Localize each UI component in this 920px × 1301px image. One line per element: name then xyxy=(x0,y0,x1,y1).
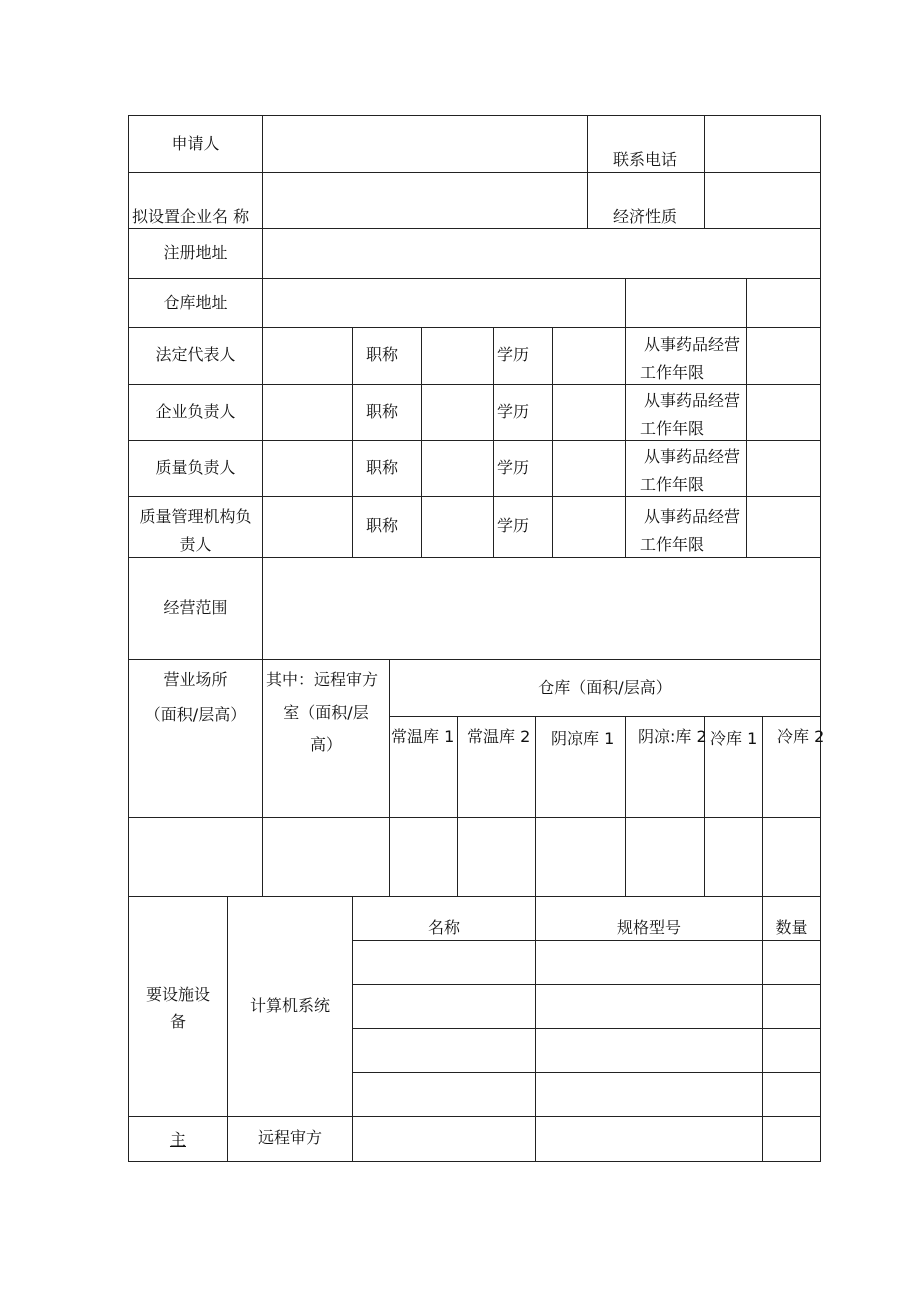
row-line xyxy=(389,716,821,717)
col-line xyxy=(625,327,626,557)
company-name-label: 拟设置企业名 称 xyxy=(132,207,250,226)
premises-label: 营业场所 xyxy=(163,670,228,689)
equipment-label: 要设施设 xyxy=(145,985,210,1004)
table-border-top xyxy=(128,115,821,116)
col-line xyxy=(762,716,763,896)
table-border-right xyxy=(820,115,821,1162)
col-line xyxy=(352,327,353,557)
col-line xyxy=(421,327,422,557)
remote-room-label: 其中：远程审方 xyxy=(266,670,379,689)
quality-dept-head-label: 质量管理机构负 xyxy=(139,507,252,526)
row-line xyxy=(128,440,821,441)
spec-header: 规格型号 xyxy=(616,918,681,937)
col-line xyxy=(227,896,228,1161)
col-line xyxy=(704,115,705,228)
remote-review-label: 远程审方 xyxy=(257,1128,322,1147)
row-line xyxy=(128,172,821,173)
table-border-bottom xyxy=(128,1161,821,1162)
remote-room-label: 高） xyxy=(309,735,342,754)
education-label: 学历 xyxy=(497,402,530,421)
computer-system-label: 计算机系统 xyxy=(249,996,330,1015)
col-line xyxy=(552,327,553,557)
warehouse-col-header: 常温库 1 xyxy=(391,727,455,746)
row-line xyxy=(128,228,821,229)
experience-label: 从事药品经营 xyxy=(644,507,741,526)
warehouse-col-header: 冷库 1 xyxy=(710,729,758,748)
education-label: 学历 xyxy=(497,458,530,477)
col-line xyxy=(262,228,263,278)
warehouse-col-header: 冷库 2 xyxy=(777,727,825,746)
col-line xyxy=(262,115,263,228)
row-line xyxy=(352,1072,821,1073)
title-label: 职称 xyxy=(366,402,399,421)
quality-head-label: 质量负责人 xyxy=(155,458,236,477)
col-line xyxy=(746,327,747,557)
col-line xyxy=(587,115,588,228)
row-line xyxy=(128,496,821,497)
row-line xyxy=(128,659,821,660)
warehouse-address-label: 仓库地址 xyxy=(163,293,228,312)
row-line xyxy=(352,940,821,941)
row-line xyxy=(128,384,821,385)
experience-label: 从事药品经营 xyxy=(644,335,741,354)
col-line xyxy=(746,278,747,327)
experience-label: 工作年限 xyxy=(640,475,705,494)
row-line xyxy=(352,984,821,985)
equipment-label: 备 xyxy=(169,1012,186,1031)
experience-label: 工作年限 xyxy=(640,363,705,382)
phone-label: 联系电话 xyxy=(613,150,678,169)
title-label: 职称 xyxy=(366,458,399,477)
title-label: 职称 xyxy=(366,345,399,364)
quality-dept-head-label: 责人 xyxy=(179,535,212,554)
col-line xyxy=(493,327,494,557)
col-line xyxy=(262,557,263,659)
col-line xyxy=(535,716,536,896)
premises-label: （面积/层高） xyxy=(144,705,247,724)
business-scope-label: 经营范围 xyxy=(163,598,228,617)
title-label: 职称 xyxy=(366,516,399,535)
row-line xyxy=(128,817,821,818)
col-line xyxy=(262,327,263,557)
col-line xyxy=(262,278,263,327)
col-line xyxy=(457,716,458,896)
warehouse-col-header: 常温库 2 xyxy=(467,727,531,746)
registered-address-label: 注册地址 xyxy=(163,243,228,262)
col-line xyxy=(625,278,626,327)
row-line xyxy=(128,557,821,558)
applicant-label: 申请人 xyxy=(171,134,220,153)
economic-nature-label: 经济性质 xyxy=(613,207,678,226)
education-label: 学历 xyxy=(497,516,530,535)
enterprise-head-label: 企业负责人 xyxy=(155,402,236,421)
col-line xyxy=(625,716,626,896)
main-label: 主 xyxy=(169,1130,186,1149)
experience-label: 从事药品经营 xyxy=(644,391,741,410)
row-line xyxy=(352,1028,821,1029)
col-line xyxy=(262,659,263,896)
experience-label: 工作年限 xyxy=(640,419,705,438)
remote-room-label: 室（面积/层 xyxy=(283,703,369,722)
row-line xyxy=(128,896,821,897)
legal-representative-label: 法定代表人 xyxy=(155,345,236,364)
education-label: 学历 xyxy=(497,345,530,364)
row-line xyxy=(128,327,821,328)
experience-label: 从事药品经营 xyxy=(644,447,741,466)
warehouse-area-header: 仓库（面积/层高） xyxy=(538,678,672,697)
quantity-header: 数量 xyxy=(775,918,808,937)
row-line xyxy=(128,1116,821,1117)
experience-label: 工作年限 xyxy=(640,535,705,554)
warehouse-col-header: 阴凉:库 2 xyxy=(638,727,707,746)
warehouse-col-header: 阴凉库 1 xyxy=(551,729,615,748)
row-line xyxy=(128,278,821,279)
name-header: 名称 xyxy=(427,918,460,937)
